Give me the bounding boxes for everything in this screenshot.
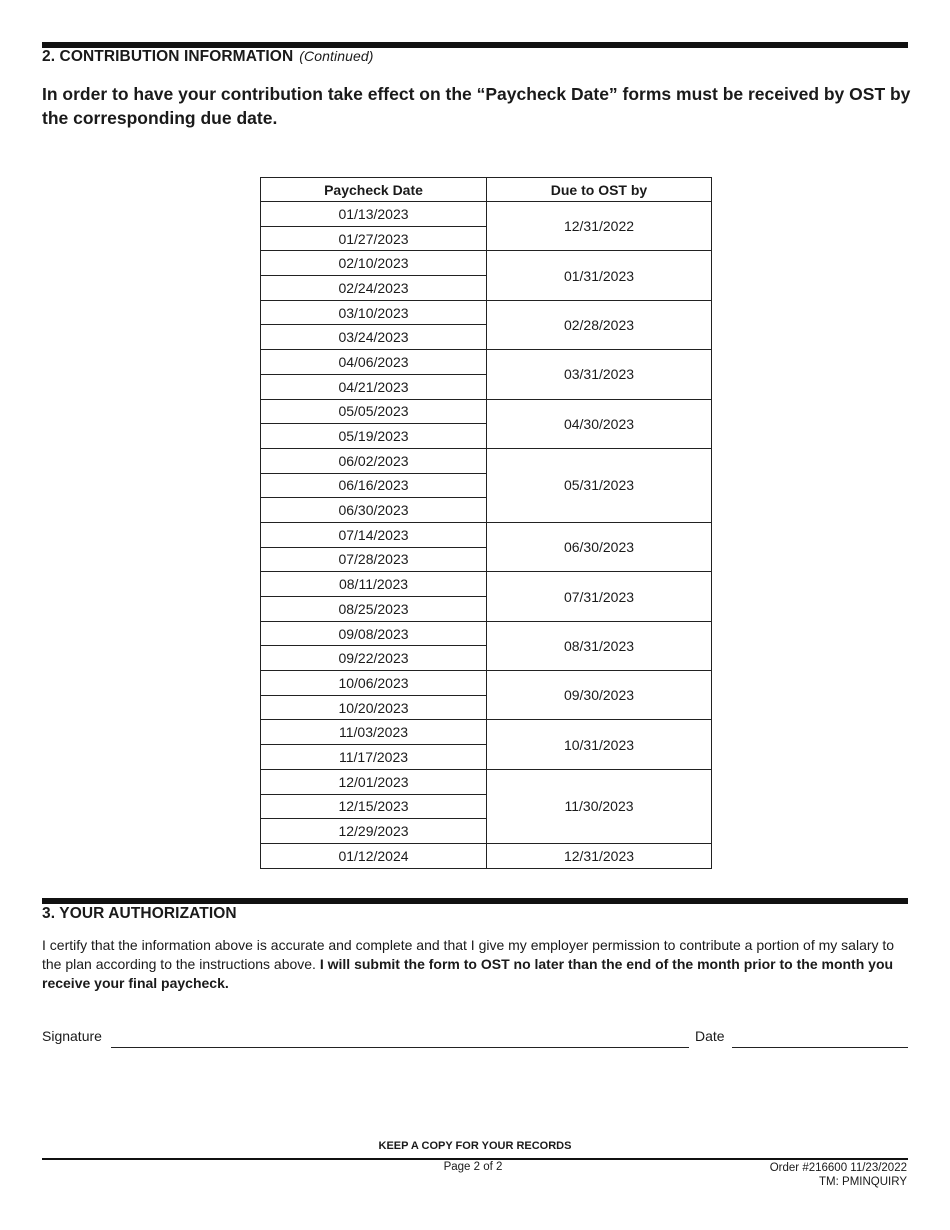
due-date-cell: 02/28/2023 [487, 300, 712, 349]
paycheck-date-cell: 07/28/2023 [261, 547, 487, 572]
page-number: Page 2 of 2 [443, 1161, 503, 1173]
due-date-cell: 06/30/2023 [487, 522, 712, 571]
order-info [770, 1161, 907, 1189]
due-date-cell: 07/31/2023 [487, 572, 712, 621]
paycheck-date-cell: 05/19/2023 [261, 424, 487, 449]
header-paycheck-date: Paycheck Date [261, 178, 487, 202]
table-row [261, 202, 712, 227]
section-3-top-rule [42, 898, 908, 904]
paycheck-date-cell: 11/17/2023 [261, 745, 487, 770]
paycheck-date-cell: 06/16/2023 [261, 473, 487, 498]
section-2-title: 2. CONTRIBUTION INFORMATION (Continued) [42, 48, 374, 65]
paycheck-date-cell: 02/24/2023 [261, 276, 487, 301]
keep-copy-notice: KEEP A COPY FOR YOUR RECORDS [378, 1140, 572, 1152]
date-line[interactable] [732, 1047, 908, 1048]
paycheck-date-cell: 04/06/2023 [261, 350, 487, 375]
due-date-cell: 10/31/2023 [487, 720, 712, 769]
paycheck-date-cell: 06/02/2023 [261, 448, 487, 473]
table-body [261, 202, 712, 869]
due-date-cell: 08/31/2023 [487, 621, 712, 670]
paycheck-date-cell: 09/22/2023 [261, 646, 487, 671]
continued-label: (Continued) [299, 48, 374, 64]
paycheck-date-cell: 01/27/2023 [261, 226, 487, 251]
paycheck-date-cell: 12/15/2023 [261, 794, 487, 819]
paycheck-date-cell: 08/11/2023 [261, 572, 487, 597]
due-date-cell: 05/31/2023 [487, 448, 712, 522]
paycheck-date-cell: 06/30/2023 [261, 498, 487, 523]
table-row [261, 671, 712, 696]
paycheck-date-cell: 01/12/2024 [261, 843, 487, 868]
paycheck-date-cell: 05/05/2023 [261, 399, 487, 424]
table-row [261, 300, 712, 325]
intro-text: In order to have your contribution take effect on the “Paycheck Date” forms must be received by OST by the corresponding due date. [42, 84, 911, 128]
table-row [261, 720, 712, 745]
due-date-cell: 11/30/2023 [487, 769, 712, 843]
date-label: Date [695, 1028, 725, 1044]
table-row [261, 572, 712, 597]
signature-label: Signature [42, 1028, 102, 1044]
section-3-title: 3. YOUR AUTHORIZATION [42, 905, 237, 922]
header-due-to-ost: Due to OST by [487, 178, 712, 202]
due-date-cell: 09/30/2023 [487, 671, 712, 720]
tm-code: TM: PMINQUIRY [819, 1176, 907, 1188]
order-number: Order #216600 11/23/2022 [769, 1162, 907, 1174]
table-header-row [261, 178, 712, 202]
paycheck-date-cell: 09/08/2023 [261, 621, 487, 646]
table-row [261, 350, 712, 375]
signature-line[interactable] [111, 1047, 689, 1048]
authorization-plain: I certify that the information above is accurate and complete and that I give my employer permission to contribute a portion of my salary to the plan according to the instructions above. [42, 937, 895, 972]
due-date-cell: 12/31/2023 [487, 843, 712, 868]
due-date-cell: 12/31/2022 [487, 202, 712, 251]
table-row [261, 448, 712, 473]
paycheck-date-cell: 11/03/2023 [261, 720, 487, 745]
paycheck-date-cell: 10/20/2023 [261, 695, 487, 720]
due-date-cell: 01/31/2023 [487, 251, 712, 300]
paycheck-date-cell: 08/25/2023 [261, 597, 487, 622]
table-row [261, 621, 712, 646]
authorization-text [42, 936, 912, 993]
paycheck-date-cell: 03/10/2023 [261, 300, 487, 325]
table-row [261, 769, 712, 794]
footer-rule [42, 1158, 908, 1160]
paycheck-date-cell: 10/06/2023 [261, 671, 487, 696]
paycheck-date-cell: 12/29/2023 [261, 819, 487, 844]
due-date-cell: 03/31/2023 [487, 350, 712, 399]
table-row [261, 843, 712, 868]
due-date-table [260, 177, 712, 869]
paycheck-date-cell: 03/24/2023 [261, 325, 487, 350]
paycheck-date-cell: 12/01/2023 [261, 769, 487, 794]
due-date-cell: 04/30/2023 [487, 399, 712, 448]
paycheck-date-cell: 02/10/2023 [261, 251, 487, 276]
table-row [261, 251, 712, 276]
paycheck-date-cell: 01/13/2023 [261, 202, 487, 227]
table-row [261, 522, 712, 547]
paycheck-date-cell: 04/21/2023 [261, 374, 487, 399]
paycheck-date-cell: 07/14/2023 [261, 522, 487, 547]
authorization-bold: I will submit the form to OST no later than the end of the month prior to the month you receive your final paycheck. [42, 956, 894, 991]
table-row [261, 399, 712, 424]
